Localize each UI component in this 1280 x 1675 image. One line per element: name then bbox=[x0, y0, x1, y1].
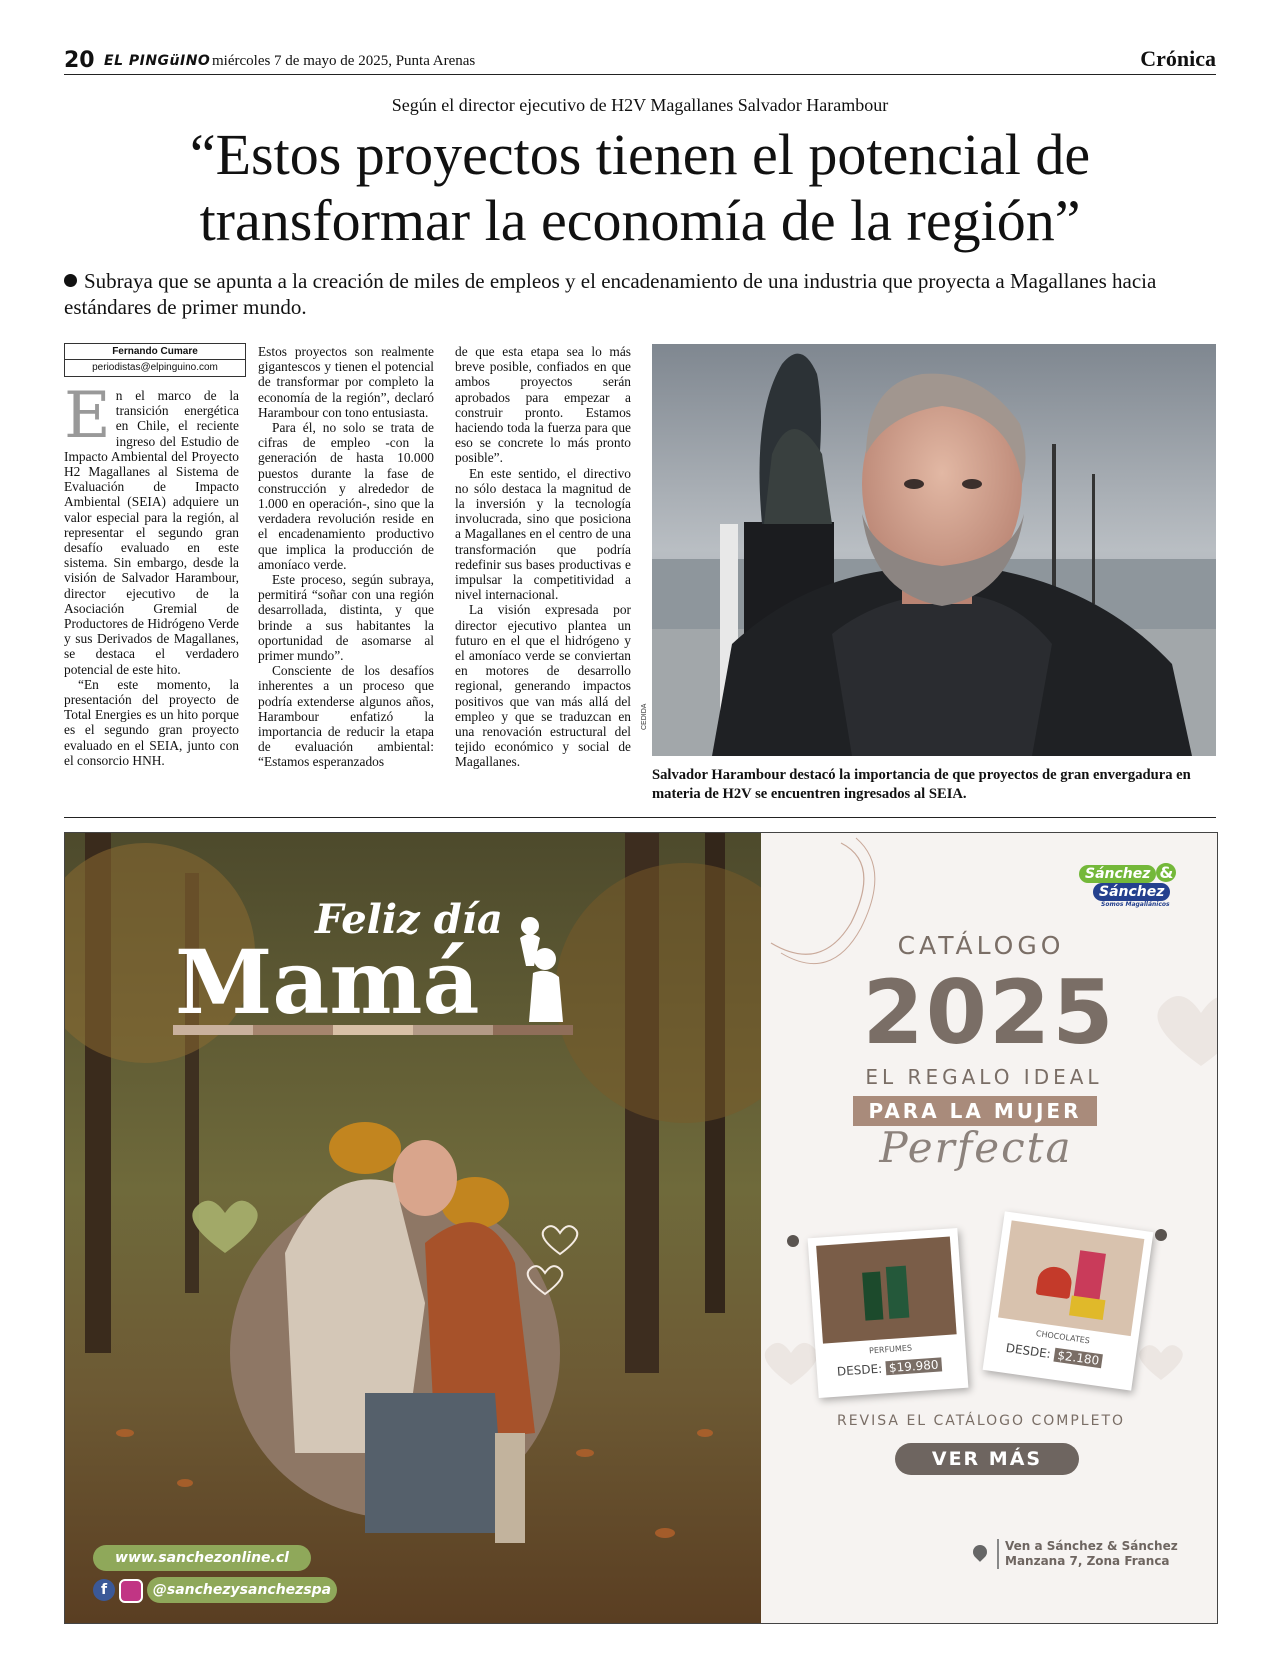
article-headline: “Estos proyectos tienen el potencial de transformar la economía de la región” bbox=[189, 122, 1091, 253]
brand-line-1: Sánchez bbox=[1079, 865, 1156, 883]
autumn-photo-illustration bbox=[65, 833, 761, 1623]
heart-pin-icon bbox=[787, 1235, 799, 1247]
paragraph: Para él, no solo se trata de cifras de empleo -con la generación de hasta 10.000 puestos durante la fase de construcción y alrededor de 1.000 en operación-, sino que la verdadera revolución reside en el encadenamiento productivo que implica la producción de amoníaco verde. bbox=[258, 420, 434, 572]
regalo-text: EL REGALO IDEAL bbox=[865, 1065, 1103, 1089]
advertisement[interactable] bbox=[64, 832, 1218, 1624]
address-line-2: Manzana 7, Zona Franca bbox=[1005, 1554, 1170, 1568]
desde-label: DESDE: bbox=[1004, 1340, 1052, 1362]
paragraph: de que esta etapa sea lo más breve posible, confiados en que ambos proyectos serán aprobados para empezar a construir pronto. Estamos haciendo toda la fuerza para que eso se concrete lo más pronto posible”. bbox=[455, 344, 631, 466]
bullet-icon bbox=[64, 274, 77, 287]
catalog-label: CATÁLOGO bbox=[897, 931, 1065, 960]
ad-catalog-panel bbox=[761, 833, 1217, 1623]
facebook-icon[interactable]: f bbox=[93, 1579, 115, 1601]
newspaper-name: EL PINGüINO bbox=[104, 53, 211, 69]
revisa-text: REVISA EL CATÁLOGO COMPLETO bbox=[836, 1413, 1126, 1429]
ad-mama-text: Mamá bbox=[175, 930, 480, 1034]
ver-mas-button[interactable]: VER MÁS bbox=[895, 1443, 1079, 1475]
ad-feliz-text: Feliz día bbox=[315, 896, 503, 943]
brand-tagline: Somos Magallánicos bbox=[1101, 901, 1170, 908]
product-card-perfumes[interactable] bbox=[808, 1228, 969, 1398]
product-price: $19.980 bbox=[886, 1357, 942, 1375]
section-title: Crónica bbox=[1140, 46, 1216, 71]
paragraph: Consciente de los desafíos inherentes a un proceso que podría extenderse algunos años, Harambour enfatizó la importancia de reducir la etapa de evaluación ambiental: “Estamos esperanzados bbox=[258, 663, 434, 770]
author-email[interactable]: periodistas@elpinguino.com bbox=[92, 362, 218, 373]
perfume-image bbox=[816, 1237, 957, 1344]
product-name: PERFUMES bbox=[868, 1343, 913, 1356]
social-handle[interactable]: @sanchezysanchezspa bbox=[147, 1577, 337, 1603]
product-name: CHOCOLATES bbox=[1035, 1328, 1091, 1346]
page-number: 20 bbox=[64, 48, 95, 73]
heart-pin-icon bbox=[1155, 1229, 1167, 1241]
article-deck bbox=[64, 268, 1214, 320]
article-column-3 bbox=[455, 344, 631, 770]
para-la-mujer: PARA LA MUJER bbox=[853, 1096, 1097, 1126]
deck-text: Subraya que se apunta a la creación de miles de empleos y el encadenamiento de una industria que proyecta a Magallanes hacia estándares de primer mundo. bbox=[64, 269, 1157, 319]
store-address bbox=[997, 1539, 1178, 1569]
photo-credit: CEDIDA bbox=[641, 703, 648, 730]
instagram-icon[interactable] bbox=[119, 1579, 143, 1603]
divider bbox=[64, 817, 1216, 818]
address-line-1: Ven a Sánchez & Sánchez bbox=[1005, 1539, 1178, 1553]
portrait-illustration bbox=[652, 344, 1216, 756]
ad-photo-panel bbox=[65, 833, 761, 1623]
catalog-year: 2025 bbox=[862, 961, 1116, 1064]
paragraph: En el marco de la transición energética en Chile, el reciente ingreso del Estudio de Impacto Ambiental del Proyecto H2 Magallanes al Sistema de Evaluación de Impacto Ambiental (SEIA) adquiere un valor especial para la región, al representar el segundo gran desafío evaluado en este sistema. Sin embargo, desde la visión de Salvador Harambour, director ejecutivo de la Asociación Gremial de Productores de Hidrógeno Verde y sus Derivados de Magallanes, se destaca el verdadero potencial de este hito. bbox=[64, 379, 239, 677]
website-link[interactable]: www.sanchezonline.cl bbox=[93, 1545, 311, 1571]
drop-cap: E bbox=[64, 379, 111, 453]
author-name: Fernando Cumare bbox=[65, 344, 245, 360]
page-header bbox=[64, 46, 1216, 75]
article-column-2 bbox=[258, 344, 434, 770]
paragraph: Estos proyectos son realmente gigantescos y tienen el potencial de transformar por completo la economía de la región”, declaró Harambour con tono entusiasta. bbox=[258, 344, 434, 420]
desde-label: DESDE: bbox=[836, 1361, 883, 1379]
photo-caption: Salvador Harambour destacó la importancia de que proyectos de gran envergadura en materia de H2V se encuentren ingresados al SEIA. bbox=[652, 767, 1191, 802]
brand-amp: & bbox=[1156, 863, 1176, 882]
paragraph: Este proceso, según subraya, permitirá “soñar con una región desarrollada, distinta, y que brinde a sus habitantes la oportunidad de asomarse al primer mundo”. bbox=[258, 572, 434, 664]
product-price: $2.180 bbox=[1054, 1348, 1103, 1369]
byline bbox=[64, 343, 246, 377]
article-photo bbox=[652, 344, 1216, 756]
article-kicker: Según el director ejecutivo de H2V Magallanes Salvador Harambour bbox=[391, 95, 889, 115]
paragraph: La visión expresada por director ejecutivo plantea un futuro en el que el hidrógeno y el amoníaco verde se conviertan en motores de desarrollo regional, generando impactos positivos que van más allá del empleo y que se traduzcan en una renovación estructural del tejido económico y social de Magallanes. bbox=[455, 602, 631, 770]
paragraph: “En este momento, la presentación del proyecto de Total Energies es un hito porque es el segundo gran proyecto evaluado en el SEIA, junto con el consorcio HNH. bbox=[64, 676, 239, 768]
article-column-1 bbox=[64, 379, 239, 768]
product-card-chocolates[interactable] bbox=[983, 1211, 1154, 1390]
chocolate-image bbox=[998, 1220, 1144, 1336]
issue-date: miércoles 7 de mayo de 2025, Punta Arenas bbox=[212, 53, 476, 69]
paragraph: En este sentido, el directivo no sólo destaca la magnitud de la inversión y la tecnología involucrada, sino que posiciona a Magallanes en el centro de una transformación que podría redefinir sus bases productivas e impulsar la competitividad a nivel internacional. bbox=[455, 465, 631, 603]
perfecta-text: Perfecta bbox=[879, 1123, 1073, 1172]
brand-line-2: Sánchez bbox=[1093, 883, 1170, 901]
brand-logo[interactable] bbox=[1079, 863, 1183, 908]
